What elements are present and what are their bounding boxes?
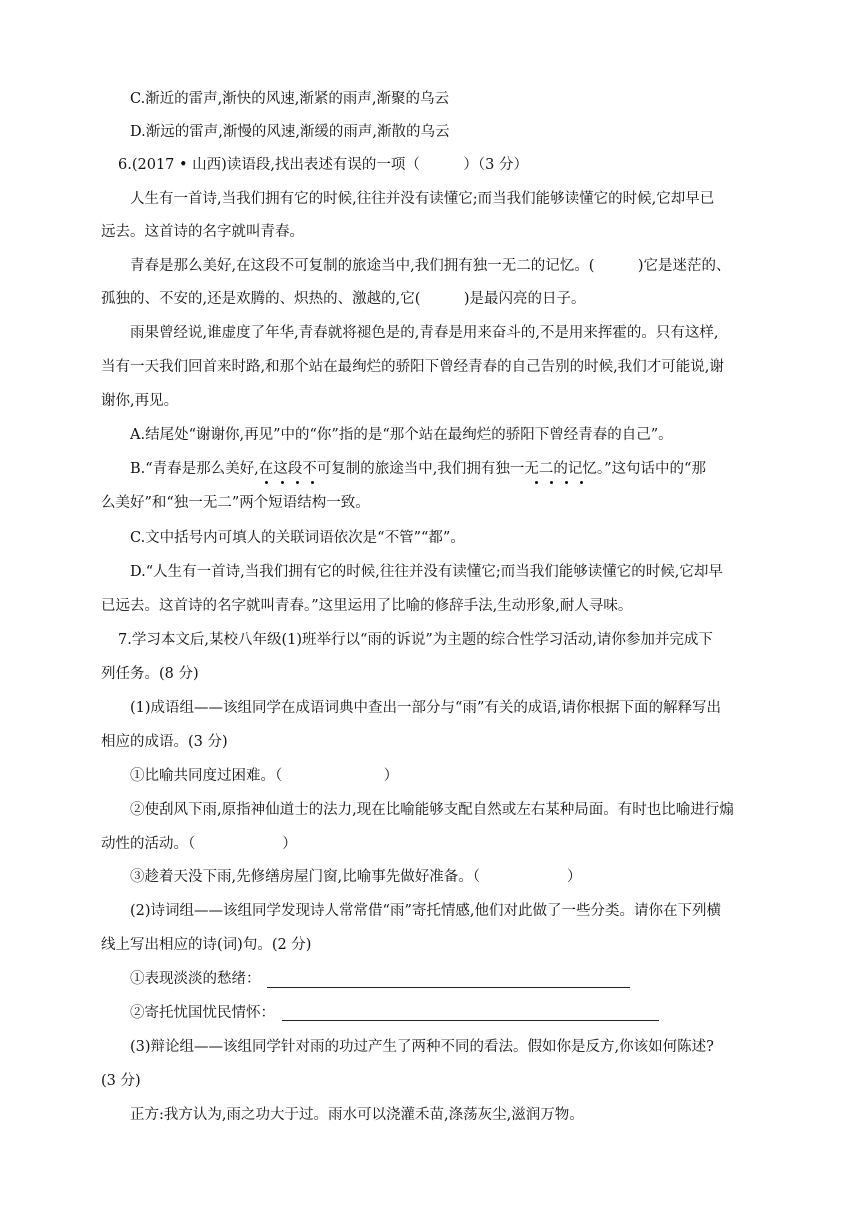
question-7-stem-cont: 列任务。(8 分) <box>101 666 199 682</box>
task-2-prompt: (2)诗词组——该组同学发现诗人常常借“雨”寄托情感,他们对此做了一些分类。请你在下列横 <box>130 903 721 919</box>
emphasis-dot <box>296 481 299 484</box>
poem-item-1: ①表现淡淡的愁绪： <box>130 971 261 987</box>
task-1-prompt-cont: 相应的成语。(3 分) <box>101 734 228 750</box>
option-b-q6: B.“青春是那么美好,在这段不可复制的旅途当中,我们拥有独一无二的记忆。”这句话中的“那 <box>130 461 706 477</box>
idiom-item-2-cont: 动性的活动。（ ） <box>101 836 297 852</box>
passage-line: 人生有一首诗,当我们拥有它的时候,往往并没有读懂它;而当我们能够读懂它的时候,它却早已 <box>130 191 715 207</box>
task-1-prompt: (1)成语组——该组同学在成语词典中查出一部分与“雨”有关的成语,请你根据下面的解释写出 <box>130 700 721 716</box>
passage-line: 谢你,再见。 <box>101 393 179 409</box>
emphasis-dot <box>535 481 538 484</box>
passage-line: 孤独的、不安的,还是欢腾的、炽热的、激越的,它( )是最闪亮的日子。 <box>101 291 586 307</box>
emphasis-dot <box>580 481 583 484</box>
option-a-q6: A.结尾处“谢谢你,再见”中的“你”指的是“那个站在最绚烂的骄阳下曾经青春的自己”。 <box>130 427 673 443</box>
option-c-q5: C.渐近的雷声,渐快的风速,渐紧的雨声,渐聚的乌云 <box>130 91 450 107</box>
emphasis-dot <box>265 481 268 484</box>
question-7-stem: 7.学习本文后,某校八年级(1)班举行以“雨的诉说”为主题的综合性学习活动,请你参加并完成下 <box>118 632 713 648</box>
emphasis-dot <box>281 481 284 484</box>
question-6-stem: 6.(2017 • 山西)读语段,找出表述有误的一项（ ）（3 分） <box>118 157 529 173</box>
emphasis-dot <box>565 481 568 484</box>
task-3-prompt-cont: (3 分) <box>101 1073 141 1089</box>
passage-line: 青春是那么美好,在这段不可复制的旅途当中,我们拥有独一无二的记忆。( )它是迷茫的、 <box>130 258 731 274</box>
option-b-q6-cont: 么美好”和“独一无二”两个短语结构一致。 <box>101 495 370 511</box>
idiom-item-3: ③趁着天没下雨,先修缮房屋门窗,比喻事先做好准备。（ ） <box>130 869 582 885</box>
poem-item-2: ②寄托忧国忧民情怀： <box>130 1005 275 1021</box>
task-3-prompt: (3)辩论组——该组同学针对雨的功过产生了两种不同的看法。假如你是反方,你该如何陈述? <box>130 1039 714 1055</box>
idiom-item-1: ①比喻共同度过困难。（ ） <box>130 768 399 784</box>
passage-line: 远去。这首诗的名字就叫青春。 <box>101 224 304 240</box>
option-d-q5: D.渐远的雷声,渐慢的风速,渐缓的雨声,渐散的乌云 <box>130 124 450 140</box>
task-2-prompt-cont: 线上写出相应的诗(词)句。(2 分) <box>101 937 312 953</box>
option-d-q6-cont: 已远去。这首诗的名字就叫青春。”这里运用了比喻的修辞手法,生动形象,耐人寻味。 <box>101 598 633 614</box>
idiom-item-2: ②使刮风下雨,原指神仙道士的法力,现在比喻能够支配自然或左右某种局面。有时也比喻进行煽 <box>130 802 734 818</box>
answer-line-2[interactable] <box>282 1020 659 1021</box>
option-c-q6: C.文中括号内可填人的关联词语依次是“不管”“都”。 <box>130 530 465 546</box>
passage-line: 雨果曾经说,谁虚度了年华,青春就将褪色是的,青春是用来奋斗的,不是用来挥霍的。只有这样, <box>130 325 719 341</box>
emphasis-dot <box>311 481 314 484</box>
answer-line-1[interactable] <box>267 987 630 988</box>
emphasis-dot <box>550 481 553 484</box>
option-d-q6: D.“人生有一首诗,当我们拥有它的时候,往往并没有读懂它;而当我们能够读懂它的时候,它却早 <box>130 564 723 580</box>
affirmative-statement: 正方:我方认为,雨之功大于过。雨水可以浇灌禾苗,涤荡灰尘,滋润万物。 <box>130 1107 584 1123</box>
passage-line: 当有一天我们回首来时路,和那个站在最绚烂的骄阳下曾经青春的自己告别的时候,我们才可能说,谢 <box>101 359 724 375</box>
